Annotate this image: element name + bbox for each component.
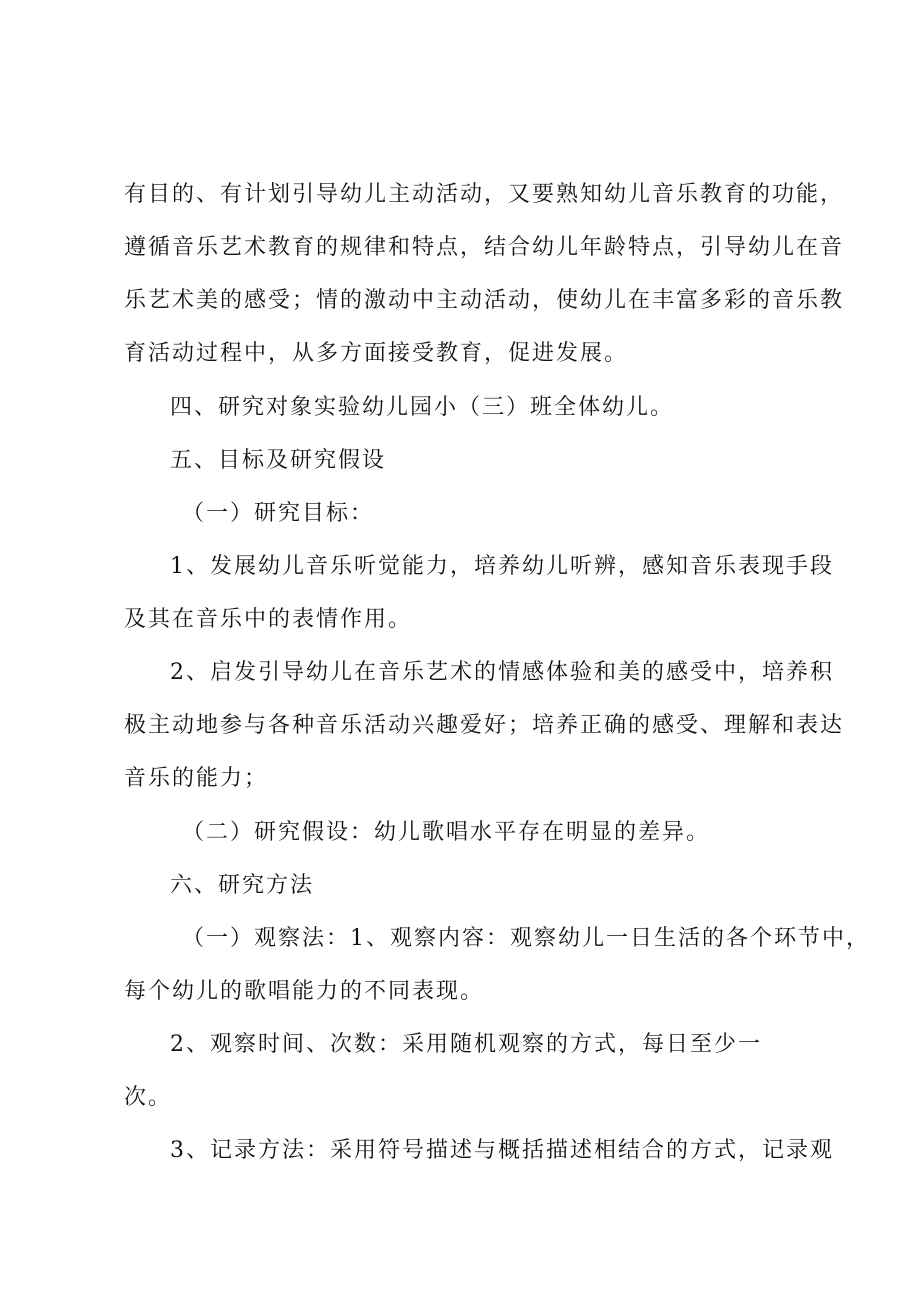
section-heading: 四、研究对象实验幼儿园小（三）班全体幼儿。 bbox=[170, 395, 675, 420]
text-line: 遵循音乐艺术教育的规律和特点，结合幼儿年龄特点，引导幼儿在音 bbox=[124, 235, 845, 260]
text-line: 2、观察时间、次数：采用随机观察的方式，每日至少一 bbox=[170, 1032, 762, 1057]
text-line: 育活动过程中，从多方面接受教育，促进发展。 bbox=[124, 341, 629, 366]
subsection-heading: （一）研究目标： bbox=[182, 501, 375, 526]
text-line: 乐艺术美的感受；情的激动中主动活动，使幼儿在丰富多彩的音乐教 bbox=[124, 288, 845, 313]
text-line: 每个幼儿的歌唱能力的不同表现。 bbox=[124, 979, 485, 1004]
text-line: 音乐的能力； bbox=[124, 766, 269, 791]
text-line: 极主动地参与各种音乐活动兴趣爱好；培养正确的感受、理解和表达 bbox=[124, 713, 845, 738]
text-line: 1、发展幼儿音乐听觉能力，培养幼儿听辨，感知音乐表现手段 bbox=[170, 554, 834, 579]
section-heading: 五、目标及研究假设 bbox=[170, 448, 387, 473]
text-line: 次。 bbox=[124, 1085, 173, 1110]
section-heading: 六、研究方法 bbox=[170, 873, 315, 898]
text-line: 及其在音乐中的表情作用。 bbox=[124, 607, 413, 632]
subsection-heading: （一）观察法：1、观察内容：观察幼儿一日生活的各个环节中， bbox=[182, 926, 870, 951]
subsection-heading: （二）研究假设：幼儿歌唱水平存在明显的差异。 bbox=[182, 820, 711, 845]
text-line: 3、记录方法：采用符号描述与概括描述相结合的方式，记录观 bbox=[170, 1138, 834, 1163]
text-line: 2、启发引导幼儿在音乐艺术的情感体验和美的感受中，培养积 bbox=[170, 660, 834, 685]
text-line: 有目的、有计划引导幼儿主动活动，又要熟知幼儿音乐教育的功能， bbox=[124, 182, 845, 207]
